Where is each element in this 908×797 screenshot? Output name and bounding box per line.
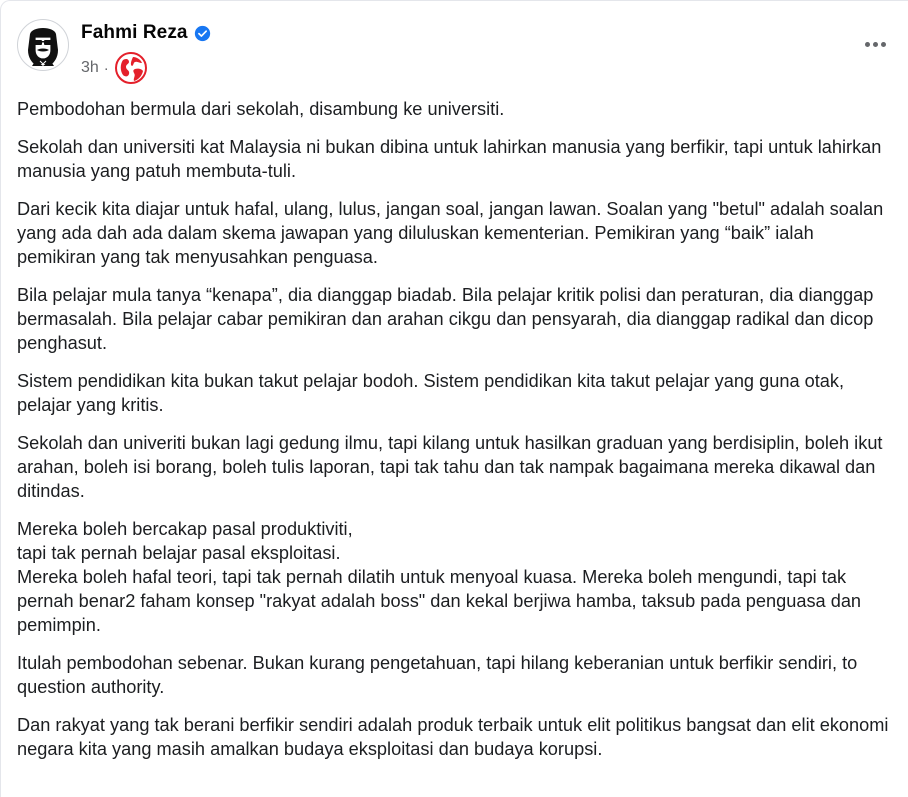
post-paragraph: Mereka boleh bercakap pasal produktiviti, tapi tak pernah belajar pasal eksploitasi. Mereka boleh hafal teori, tapi tak pernah dilatih untuk menyoal kuasa. Mereka boleh mengundi, tapi tak pernah benar2 faham konsep "rakyat adalah boss" dan kekal berjiwa hamba, taksub pada penguasa dan pemimpin. [17,519,862,635]
verified-badge-icon [194,25,211,42]
author-name[interactable]: Fahmi Reza [81,22,188,43]
more-options-button[interactable] [857,29,893,59]
post-body [17,97,897,775]
post-header [17,15,893,85]
post-meta [81,51,148,85]
meta-separator: · [103,59,109,77]
author-row [81,22,211,44]
more-options-icon [863,42,887,47]
post-paragraph: Bila pelajar mula tanya “kenapa”, dia dianggap biadab. Bila pelajar kritik polisi dan peraturan, dia dianggap bermasalah. Bila pelajar cabar pemikiran dan arahan cikgu dan pensyarah, dia dianggap radikal dan dicop penghasut. [17,285,874,353]
cartoon-face-avatar-icon [18,20,68,70]
post-paragraph: Dari kecik kita diajar untuk hafal, ulang, lulus, jangan soal, jangan lawan. Soalan yang "betul" adalah soalan yang ada dah ada dalam skema jawapan yang diluluskan kementerian. Pemikiran yang “baik” ialah pemikiran yang tak menyusahkan penguasa. [17,199,884,267]
post-paragraph: Sekolah dan universiti kat Malaysia ni bukan dibina untuk lahirkan manusia yang berfikir, tapi untuk lahirkan manusia yang patuh membuta-tuli. [17,137,882,181]
post-paragraph: Itulah pembodohan sebenar. Bukan kurang pengetahuan, tapi hilang keberanian untuk berfikir sendiri, to question authority. [17,653,858,697]
post-paragraph: Sekolah dan univeriti bukan lagi gedung ilmu, tapi kilang untuk hasilkan graduan yang berdisiplin, boleh ikut arahan, boleh isi borang, boleh tulis laporan, tapi tak tahu dan tak nampak bagaimana mereka dikawal dan ditindas. [17,433,883,501]
post-timestamp[interactable]: 3h [81,59,99,76]
post-paragraph: Pembodohan bermula dari sekolah, disambung ke universiti. [17,99,505,119]
post-paragraph: Dan rakyat yang tak berani berfikir sendiri adalah produk terbaik untuk elit politikus bangsat dan elit ekonomi negara kita yang masih amalkan budaya eksploitasi dan budaya korupsi. [17,715,889,759]
post-paragraph: Sistem pendidikan kita bukan takut pelajar bodoh. Sistem pendidikan kita takut pelajar yang guna otak, pelajar yang kritis. [17,371,845,415]
globe-icon[interactable] [114,51,148,85]
avatar[interactable] [17,19,69,71]
